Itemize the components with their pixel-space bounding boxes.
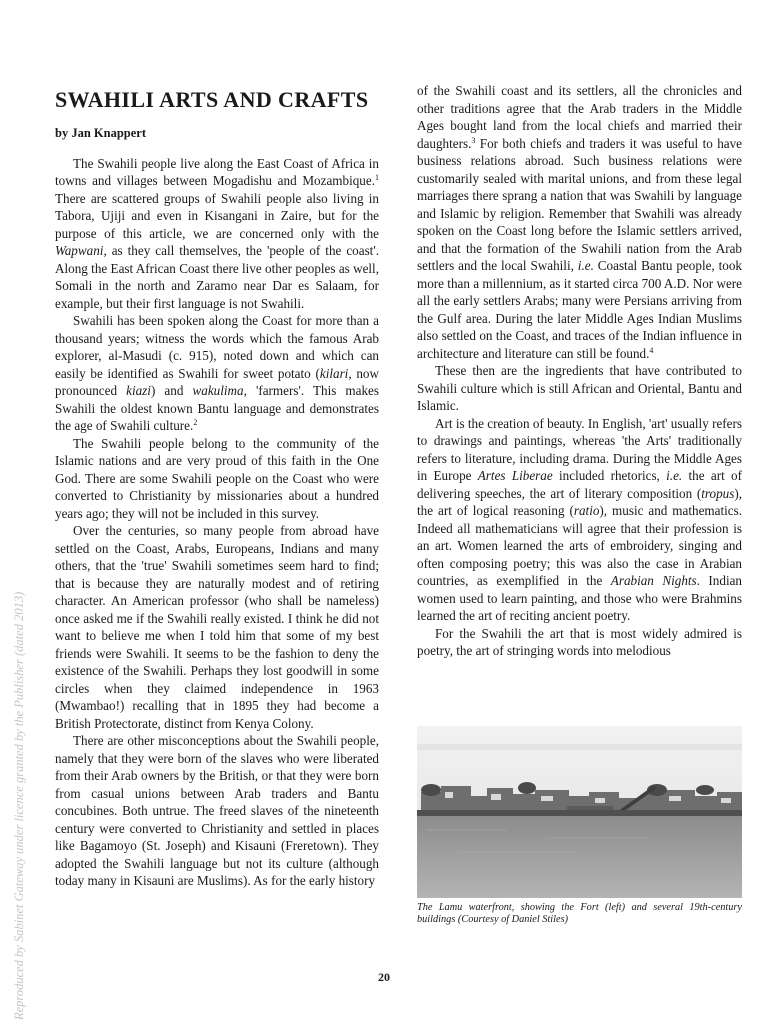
publisher-watermark	[0, 520, 24, 1020]
watermark-text: Reproduced by Sabinet Gateway under licence granted by the Publisher (dated 2013)	[12, 591, 26, 1020]
article-byline: by Jan Knappert	[55, 126, 146, 140]
footnote-ref: 3	[471, 135, 476, 145]
paragraph: Swahili has been spoken along the Coast for more than a thousand years; witness the words which the famous Arab explorer, al-Masudi (c. 915), noted down and which can easily be identified as Swahili for sweet potato (kilari, now pronounced kiazi) and wakulima, 'farmers'. This makes Swahili the oldest known Bantu language and demonstrates the age of Swahili culture.$^2$	[55, 313, 379, 433]
paragraph: The Swahili people live along the East Coast of Africa in towns and villages between Mogadishu and Mozambique.$^1$ There are scattered groups of Swahili people also living in Tabora, Ujiji and even in Kisangani in Zaire, but for the purpose of this article, we are concerned only with the Wapwani, as they call themselves, the 'people of the coast'. Along the East African Coast there live other peoples as well, Somali in the north and Zaramo near Dar es Salaam, for example, but their first language is not Swahili.	[55, 155, 379, 311]
paragraph: Over the centuries, so many people from abroad have settled on the Coast, Arabs, Europeans, Indians and many others, that the 'true' Swahili sometimes seem hard to find; that is because they are naturally modest and of retiring character. An American professor (who shall be nameless) once asked me if the Swahili really existed. I think he did not want to believe me when I told him that some of my best friends were Swahili. It seems to be the fashion to deny the existence of the Swahili. Perhaps they lost goodwill in some circles when they claimed independence in 1963 (Mwambao!) recalling that in 1895 they had become a British Protectorate, distinct from Kenya Colony.	[55, 523, 379, 731]
paragraph: of the Swahili coast and its settlers, all the chronicles and other traditions agree that the Arab traders in the Middle Ages bought land from the local chiefs and married their daughters.$^3$ For both chiefs and traders it was useful to have business relations abroad. Such business relations were customarily sealed with marital unions, and from these legal marriages there sprang a nation that was Swahili by language and Islamic by religion. Remember that Swahili was already spoken on the Coast long before the Islamic settlers arrived, and that the formation of the Swahili nation from the Arab settlers and the local Swahili, i.e. Coastal Bantu people, took more than a millennium, as it started circa 700 A.D. Nor were all the early settlers Arabs; many were Persians arriving from the Gulf area. During the later Middle Ages Indian Muslims also settled on the Coast, and traces of the Indian influence in architecture and literature can still be found.$^4$	[417, 83, 742, 361]
paragraph: These then are the ingredients that have contributed to Swahili culture which is still African and Oriental, Bantu and Islamic.	[417, 363, 742, 413]
article-title: SWAHILI ARTS AND CRAFTS	[55, 87, 369, 112]
footnote-ref: 4	[649, 345, 654, 355]
footnote-ref: 1	[375, 173, 379, 182]
left-column	[55, 88, 379, 890]
page-number: 20	[378, 970, 390, 984]
paragraph: Art is the creation of beauty. In English, 'art' usually refers to drawings and paintings, whereas 'the Arts' traditionally refers to literature, including drama. During the Middle Ages in Europe Artes Liberae included rhetorics, i.e. the art of delivering speeches, the art of literary composition (tropus), the art of logical reasoning (ratio), music and mathematics. Indeed all mathematicians will agree that their profession is an art. Women learned the arts of embroidery, singing and often composing poetry; this was also the case in Arabian countries, as exemplified in the Arabian Nights. Indian women used to learn painting, and those who were Brahmins learned the art of reciting ancient poetry.	[417, 415, 742, 623]
paragraph: For the Swahili the art that is most widely admired is poetry, the art of stringing words into melodious	[417, 625, 742, 658]
paragraph: There are other misconceptions about the Swahili people, namely that they were born of the slaves who were liberated from their Arab owners by the British, or that they were born from casual unions between Arab traders and Bantu concubines. Both untrue. The freed slaves of the nineteenth century were converted to Christianity and settled in places like Bagamoyo (St. Joseph) and Kisauni (Freretown). They adopted the Swahili language but not its culture (although today many in Kisauni are Muslims). As for the early history	[55, 733, 379, 888]
right-column	[417, 82, 742, 660]
footnote-ref: 2	[193, 418, 198, 427]
photo-image	[417, 726, 742, 898]
lamu-waterfront-photo	[417, 726, 742, 898]
photo-caption: The Lamu waterfront, showing the Fort (left) and several 19th-century buildings (Courtesy of Daniel Stiles)	[417, 902, 742, 925]
paragraph: The Swahili people belong to the community of the Islamic nations and are very proud of this faith in the One God. There are some Swahili people on the Coast who were converted to Christianity by missionaries about a hundred years ago; they will not be included in this survey.	[55, 435, 379, 521]
